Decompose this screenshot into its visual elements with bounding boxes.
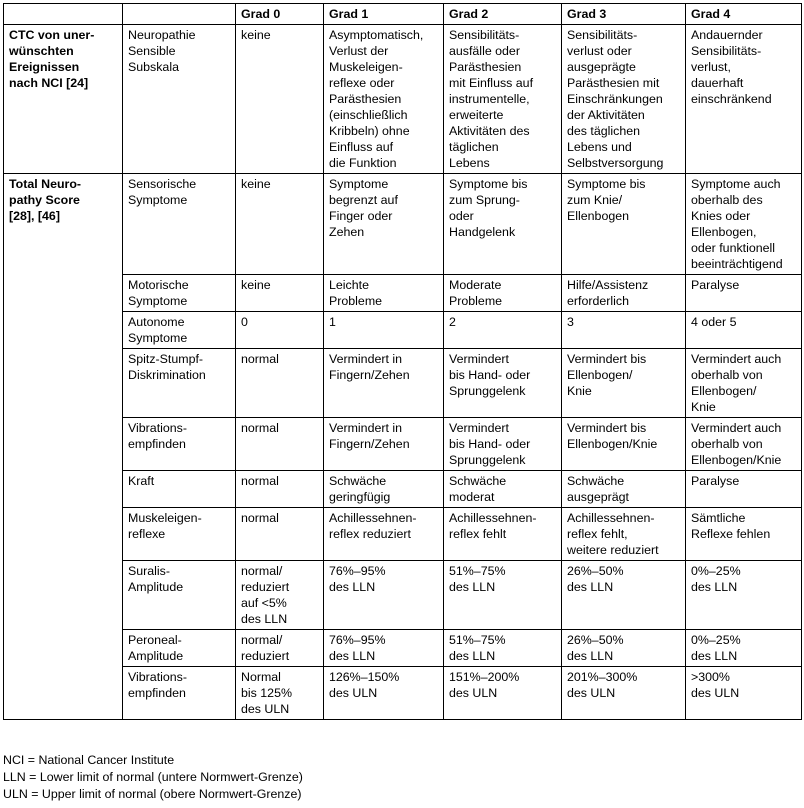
grade-1-cell: Asymptomatisch, Verlust der Muskeleigen- reflexe oder Parästhesien (einschließlich Kribbeln) ohne Einfluss auf die Funktion [324,25,444,174]
footnote-uln: ULN = Upper limit of normal (obere Normwert-Grenze) [3,787,302,801]
grade-4-cell: 0%–25% des LLN [686,561,802,630]
grade-3-cell: Vermindert bis Ellenbogen/Knie [562,418,686,471]
item-name-cell: Peroneal- Amplitude [123,630,236,667]
grade-2-cell: Schwäche moderat [444,471,562,508]
grade-0-cell: Normal bis 125% des ULN [236,667,324,720]
item-name-cell: Vibrations- empfinden [123,418,236,471]
grade-3-cell: Vermindert bis Ellenbogen/ Knie [562,349,686,418]
grade-0-cell: normal [236,471,324,508]
grade-2-cell: Moderate Probleme [444,275,562,312]
item-name-cell: Kraft [123,471,236,508]
grade-0-cell: 0 [236,312,324,349]
grade-1-cell: Leichte Probleme [324,275,444,312]
header-cell-grade-2: Grad 2 [444,4,562,25]
grade-0-cell: normal/ reduziert auf <5% des LLN [236,561,324,630]
grade-1-cell: 126%–150% des ULN [324,667,444,720]
grade-2-cell: Vermindert bis Hand- oder Sprunggelenk [444,418,562,471]
header-cell-grade-4: Grad 4 [686,4,802,25]
item-name-cell: Vibrations- empfinden [123,667,236,720]
item-name-cell: Sensorische Symptome [123,174,236,275]
grade-2-cell: 151%–200% des ULN [444,667,562,720]
item-name-cell: Suralis- Amplitude [123,561,236,630]
footnotes [3,752,303,803]
grade-3-cell: 26%–50% des LLN [562,630,686,667]
grade-4-cell: Paralyse [686,471,802,508]
grade-0-cell: keine [236,174,324,275]
grade-4-cell: Vermindert auch oberhalb von Ellenbogen/Knie [686,418,802,471]
table-row [4,561,802,630]
grade-3-cell: 26%–50% des LLN [562,561,686,630]
table-row [4,471,802,508]
table-row [4,349,802,418]
table-row [4,25,802,174]
grade-2-cell: 51%–75% des LLN [444,630,562,667]
grade-4-cell: Symptome auch oberhalb des Knies oder Ellenbogen, oder funktionell beeinträchtigend [686,174,802,275]
grade-1-cell: 76%–95% des LLN [324,630,444,667]
grade-2-cell: Achillessehnen- reflex fehlt [444,508,562,561]
grade-1-cell: Schwäche geringfügig [324,471,444,508]
header-row [4,4,802,25]
grade-1-cell: Symptome begrenzt auf Finger oder Zehen [324,174,444,275]
item-name-cell: Motorische Symptome [123,275,236,312]
footnote-nci: NCI = National Cancer Institute [3,753,175,767]
grade-3-cell: Achillessehnen- reflex fehlt, weitere reduziert [562,508,686,561]
grade-2-cell: 51%–75% des LLN [444,561,562,630]
item-name-cell: Spitz-Stumpf- Diskrimination [123,349,236,418]
header-cell-item [123,4,236,25]
grade-3-cell: Schwäche ausgeprägt [562,471,686,508]
table-row [4,312,802,349]
neuropathy-grading-table [3,3,802,720]
grade-4-cell: Paralyse [686,275,802,312]
grade-0-cell: normal [236,508,324,561]
grade-3-cell: Symptome bis zum Knie/ Ellenbogen [562,174,686,275]
grade-4-cell: Vermindert auch oberhalb von Ellenbogen/ Knie [686,349,802,418]
table-row [4,630,802,667]
header-cell-grade-3: Grad 3 [562,4,686,25]
grade-2-cell: Symptome bis zum Sprung- oder Handgelenk [444,174,562,275]
grade-4-cell: >300% des ULN [686,667,802,720]
table-row [4,275,802,312]
grade-1-cell: 1 [324,312,444,349]
header-cell-grade-0: Grad 0 [236,4,324,25]
table-row [4,667,802,720]
table-row [4,174,802,275]
grade-3-cell: 3 [562,312,686,349]
item-name-cell: Autonome Symptome [123,312,236,349]
footnote-lln: LLN = Lower limit of normal (untere Normwert-Grenze) [3,770,303,784]
table-row [4,508,802,561]
grade-4-cell: 0%–25% des LLN [686,630,802,667]
grade-0-cell: keine [236,25,324,174]
grade-0-cell: normal [236,349,324,418]
grade-3-cell: Hilfe/Assistenz erforderlich [562,275,686,312]
table-row [4,418,802,471]
grade-4-cell: Andauernder Sensibilitäts- verlust, dauerhaft einschränkend [686,25,802,174]
grade-1-cell: Vermindert in Fingern/Zehen [324,418,444,471]
grade-2-cell: 2 [444,312,562,349]
item-name-cell: Muskeleigen- reflexe [123,508,236,561]
header-cell-grade-1: Grad 1 [324,4,444,25]
header-cell-group [4,4,123,25]
grade-3-cell: 201%–300% des ULN [562,667,686,720]
grade-2-cell: Vermindert bis Hand- oder Sprunggelenk [444,349,562,418]
grade-0-cell: normal [236,418,324,471]
grade-0-cell: normal/ reduziert [236,630,324,667]
table-body [4,25,802,720]
grade-3-cell: Sensibilitäts- verlust oder ausgeprägte Parästhesien mit Einschränkungen der Aktivitäten des täglichen Lebens und Selbstversorgung [562,25,686,174]
grade-1-cell: Achillessehnen- reflex reduziert [324,508,444,561]
grade-1-cell: Vermindert in Fingern/Zehen [324,349,444,418]
grade-4-cell: 4 oder 5 [686,312,802,349]
grade-1-cell: 76%–95% des LLN [324,561,444,630]
grade-2-cell: Sensibilitäts- ausfälle oder Parästhesien mit Einfluss auf instrumentelle, erweiterte Aktivitäten des täglichen Lebens [444,25,562,174]
group-label-cell: Total Neuro- pathy Score [28], [46] [4,174,123,720]
grade-0-cell: keine [236,275,324,312]
item-name-cell: Neuropathie Sensible Subskala [123,25,236,174]
grade-4-cell: Sämtliche Reflexe fehlen [686,508,802,561]
group-label-cell: CTC von uner- wünschten Ereignissen nach NCI [24] [4,25,123,174]
